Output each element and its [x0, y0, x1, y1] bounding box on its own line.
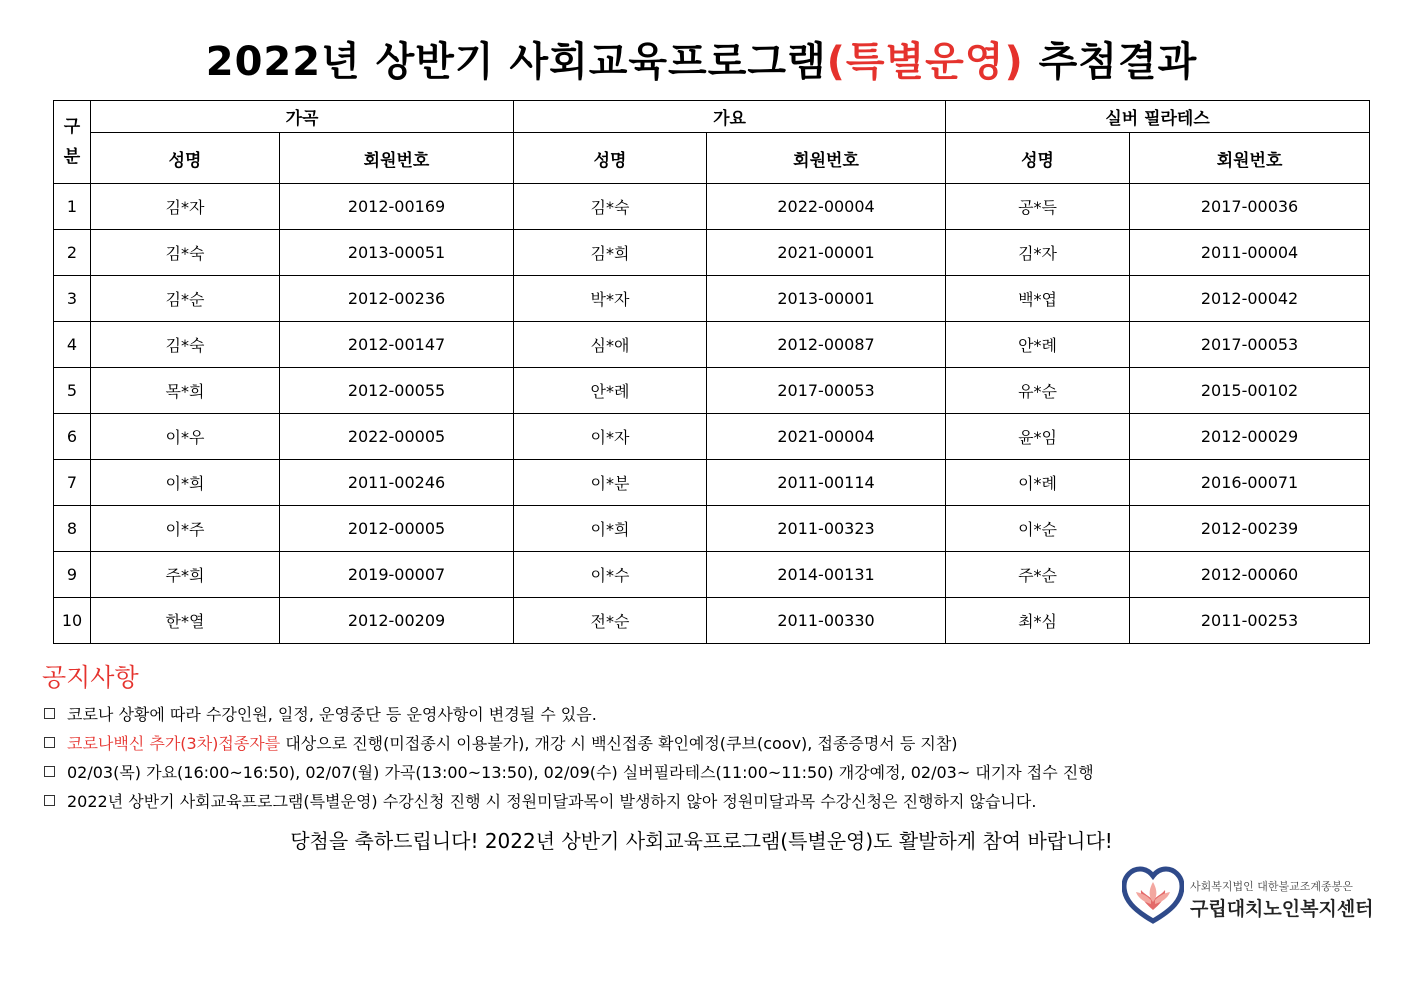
table-row	[54, 460, 1370, 506]
name-cell: 김*순	[91, 276, 280, 322]
name-cell: 김*숙	[514, 184, 707, 230]
page-title	[0, 30, 1403, 87]
center-logo	[1122, 866, 1374, 926]
name-cell: 이*희	[91, 460, 280, 506]
member-number-cell: 2021-00001	[707, 230, 946, 276]
member-number-cell: 2011-00330	[707, 598, 946, 644]
member-header: 회원번호	[1130, 133, 1370, 184]
gubun-bottom: 분	[63, 147, 81, 167]
member-number-cell: 2012-00060	[1130, 552, 1370, 598]
name-cell: 김*숙	[91, 230, 280, 276]
notice-text: 코로나 상황에 따라 수강인원, 일정, 운영중단 등 운영사항이 변경될 수 있음.	[67, 705, 597, 724]
row-number: 10	[54, 598, 91, 644]
member-number-cell: 2022-00004	[707, 184, 946, 230]
name-cell: 한*열	[91, 598, 280, 644]
notice-item	[44, 700, 1094, 729]
name-cell: 전*순	[514, 598, 707, 644]
name-cell: 최*심	[946, 598, 1130, 644]
row-number: 6	[54, 414, 91, 460]
member-number-cell: 2011-00253	[1130, 598, 1370, 644]
name-cell: 윤*임	[946, 414, 1130, 460]
row-number: 5	[54, 368, 91, 414]
member-number-cell: 2011-00114	[707, 460, 946, 506]
row-number: 3	[54, 276, 91, 322]
name-cell: 박*자	[514, 276, 707, 322]
table-row	[54, 368, 1370, 414]
column-header-row	[54, 133, 1370, 184]
member-number-cell: 2012-00236	[280, 276, 514, 322]
member-number-cell: 2016-00071	[1130, 460, 1370, 506]
gubun-top: 구	[63, 117, 81, 137]
member-number-cell: 2014-00131	[707, 552, 946, 598]
notice-text: 대상으로 진행(미접종시 이용불가), 개강 시 백신접종 확인예정(쿠브(coov), 접종증명서 등 지참)	[280, 734, 958, 753]
gubun-header	[54, 101, 91, 184]
name-cell: 김*희	[514, 230, 707, 276]
name-cell: 주*희	[91, 552, 280, 598]
name-cell: 목*희	[91, 368, 280, 414]
title-main: 2022년 상반기 사회교육프로그램	[205, 39, 827, 85]
name-header: 성명	[514, 133, 707, 184]
notice-highlight: 코로나백신 추가(3차)접종자를	[67, 734, 281, 753]
member-number-cell: 2021-00004	[707, 414, 946, 460]
member-number-cell: 2012-00239	[1130, 506, 1370, 552]
notice-list	[44, 700, 1094, 816]
name-cell: 이*자	[514, 414, 707, 460]
name-cell: 공*득	[946, 184, 1130, 230]
name-cell: 이*희	[514, 506, 707, 552]
lotus-heart-icon	[1122, 866, 1184, 924]
member-number-cell: 2012-00087	[707, 322, 946, 368]
member-number-cell: 2012-00147	[280, 322, 514, 368]
member-number-cell: 2013-00051	[280, 230, 514, 276]
table-row	[54, 414, 1370, 460]
notice-item	[44, 729, 1094, 758]
member-number-cell: 2012-00029	[1130, 414, 1370, 460]
name-cell: 이*우	[91, 414, 280, 460]
row-number: 4	[54, 322, 91, 368]
member-number-cell: 2012-00169	[280, 184, 514, 230]
results-table	[53, 100, 1370, 644]
group-header-pilates: 실버 필라테스	[946, 101, 1370, 133]
logo-name: 구립대치노인복지센터	[1190, 898, 1374, 920]
member-number-cell: 2019-00007	[280, 552, 514, 598]
notice-text: 2022년 상반기 사회교육프로그램(특별운영) 수강신청 진행 시 정원미달과목이 발생하지 않아 정원미달과목 수강신청은 진행하지 않습니다.	[67, 792, 1037, 811]
member-header: 회원번호	[707, 133, 946, 184]
table-row	[54, 184, 1370, 230]
row-number: 1	[54, 184, 91, 230]
name-cell: 김*숙	[91, 322, 280, 368]
table-row	[54, 276, 1370, 322]
square-bullet-icon	[44, 708, 55, 719]
congrats-message: 당첨을 축하드립니다! 2022년 상반기 사회교육프로그램(특별운영)도 활발하게 참여 바랍니다!	[290, 829, 1113, 853]
table-row	[54, 230, 1370, 276]
square-bullet-icon	[44, 737, 55, 748]
notice-item	[44, 787, 1094, 816]
name-cell: 주*순	[946, 552, 1130, 598]
group-header-gayo: 가요	[514, 101, 946, 133]
name-cell: 안*례	[946, 322, 1130, 368]
table-row	[54, 506, 1370, 552]
name-header: 성명	[91, 133, 280, 184]
notice-title: 공지사항	[42, 663, 139, 692]
member-number-cell: 2011-00004	[1130, 230, 1370, 276]
member-number-cell: 2017-00053	[707, 368, 946, 414]
title-highlight: (특별운영)	[826, 39, 1024, 85]
member-number-cell: 2022-00005	[280, 414, 514, 460]
name-cell: 심*애	[514, 322, 707, 368]
name-cell: 백*엽	[946, 276, 1130, 322]
member-number-cell: 2012-00005	[280, 506, 514, 552]
group-header-gagok: 가곡	[91, 101, 514, 133]
member-number-cell: 2011-00323	[707, 506, 946, 552]
name-cell: 이*례	[946, 460, 1130, 506]
member-number-cell: 2012-00055	[280, 368, 514, 414]
logo-subtitle: 사회복지법인 대한불교조계종봉은	[1190, 880, 1353, 893]
title-suffix: 추첨결과	[1023, 39, 1198, 85]
square-bullet-icon	[44, 766, 55, 777]
member-number-cell: 2012-00209	[280, 598, 514, 644]
name-cell: 이*순	[946, 506, 1130, 552]
row-number: 2	[54, 230, 91, 276]
name-cell: 이*주	[91, 506, 280, 552]
table-row	[54, 552, 1370, 598]
name-cell: 안*례	[514, 368, 707, 414]
name-header: 성명	[946, 133, 1130, 184]
member-number-cell: 2017-00036	[1130, 184, 1370, 230]
table-row	[54, 322, 1370, 368]
name-cell: 이*분	[514, 460, 707, 506]
member-number-cell: 2015-00102	[1130, 368, 1370, 414]
member-number-cell: 2012-00042	[1130, 276, 1370, 322]
member-header: 회원번호	[280, 133, 514, 184]
group-header-row	[54, 101, 1370, 133]
name-cell: 이*수	[514, 552, 707, 598]
table-row	[54, 598, 1370, 644]
member-number-cell: 2011-00246	[280, 460, 514, 506]
row-number: 8	[54, 506, 91, 552]
notice-text: 02/03(목) 가요(16:00~16:50), 02/07(월) 가곡(13:00~13:50), 02/09(수) 실버필라테스(11:00~11:50) 개강예정, 02/03~ 대기자 접수 진행	[67, 763, 1094, 782]
name-cell: 김*자	[91, 184, 280, 230]
member-number-cell: 2017-00053	[1130, 322, 1370, 368]
name-cell: 유*순	[946, 368, 1130, 414]
row-number: 7	[54, 460, 91, 506]
member-number-cell: 2013-00001	[707, 276, 946, 322]
square-bullet-icon	[44, 795, 55, 806]
notice-item	[44, 758, 1094, 787]
row-number: 9	[54, 552, 91, 598]
name-cell: 김*자	[946, 230, 1130, 276]
